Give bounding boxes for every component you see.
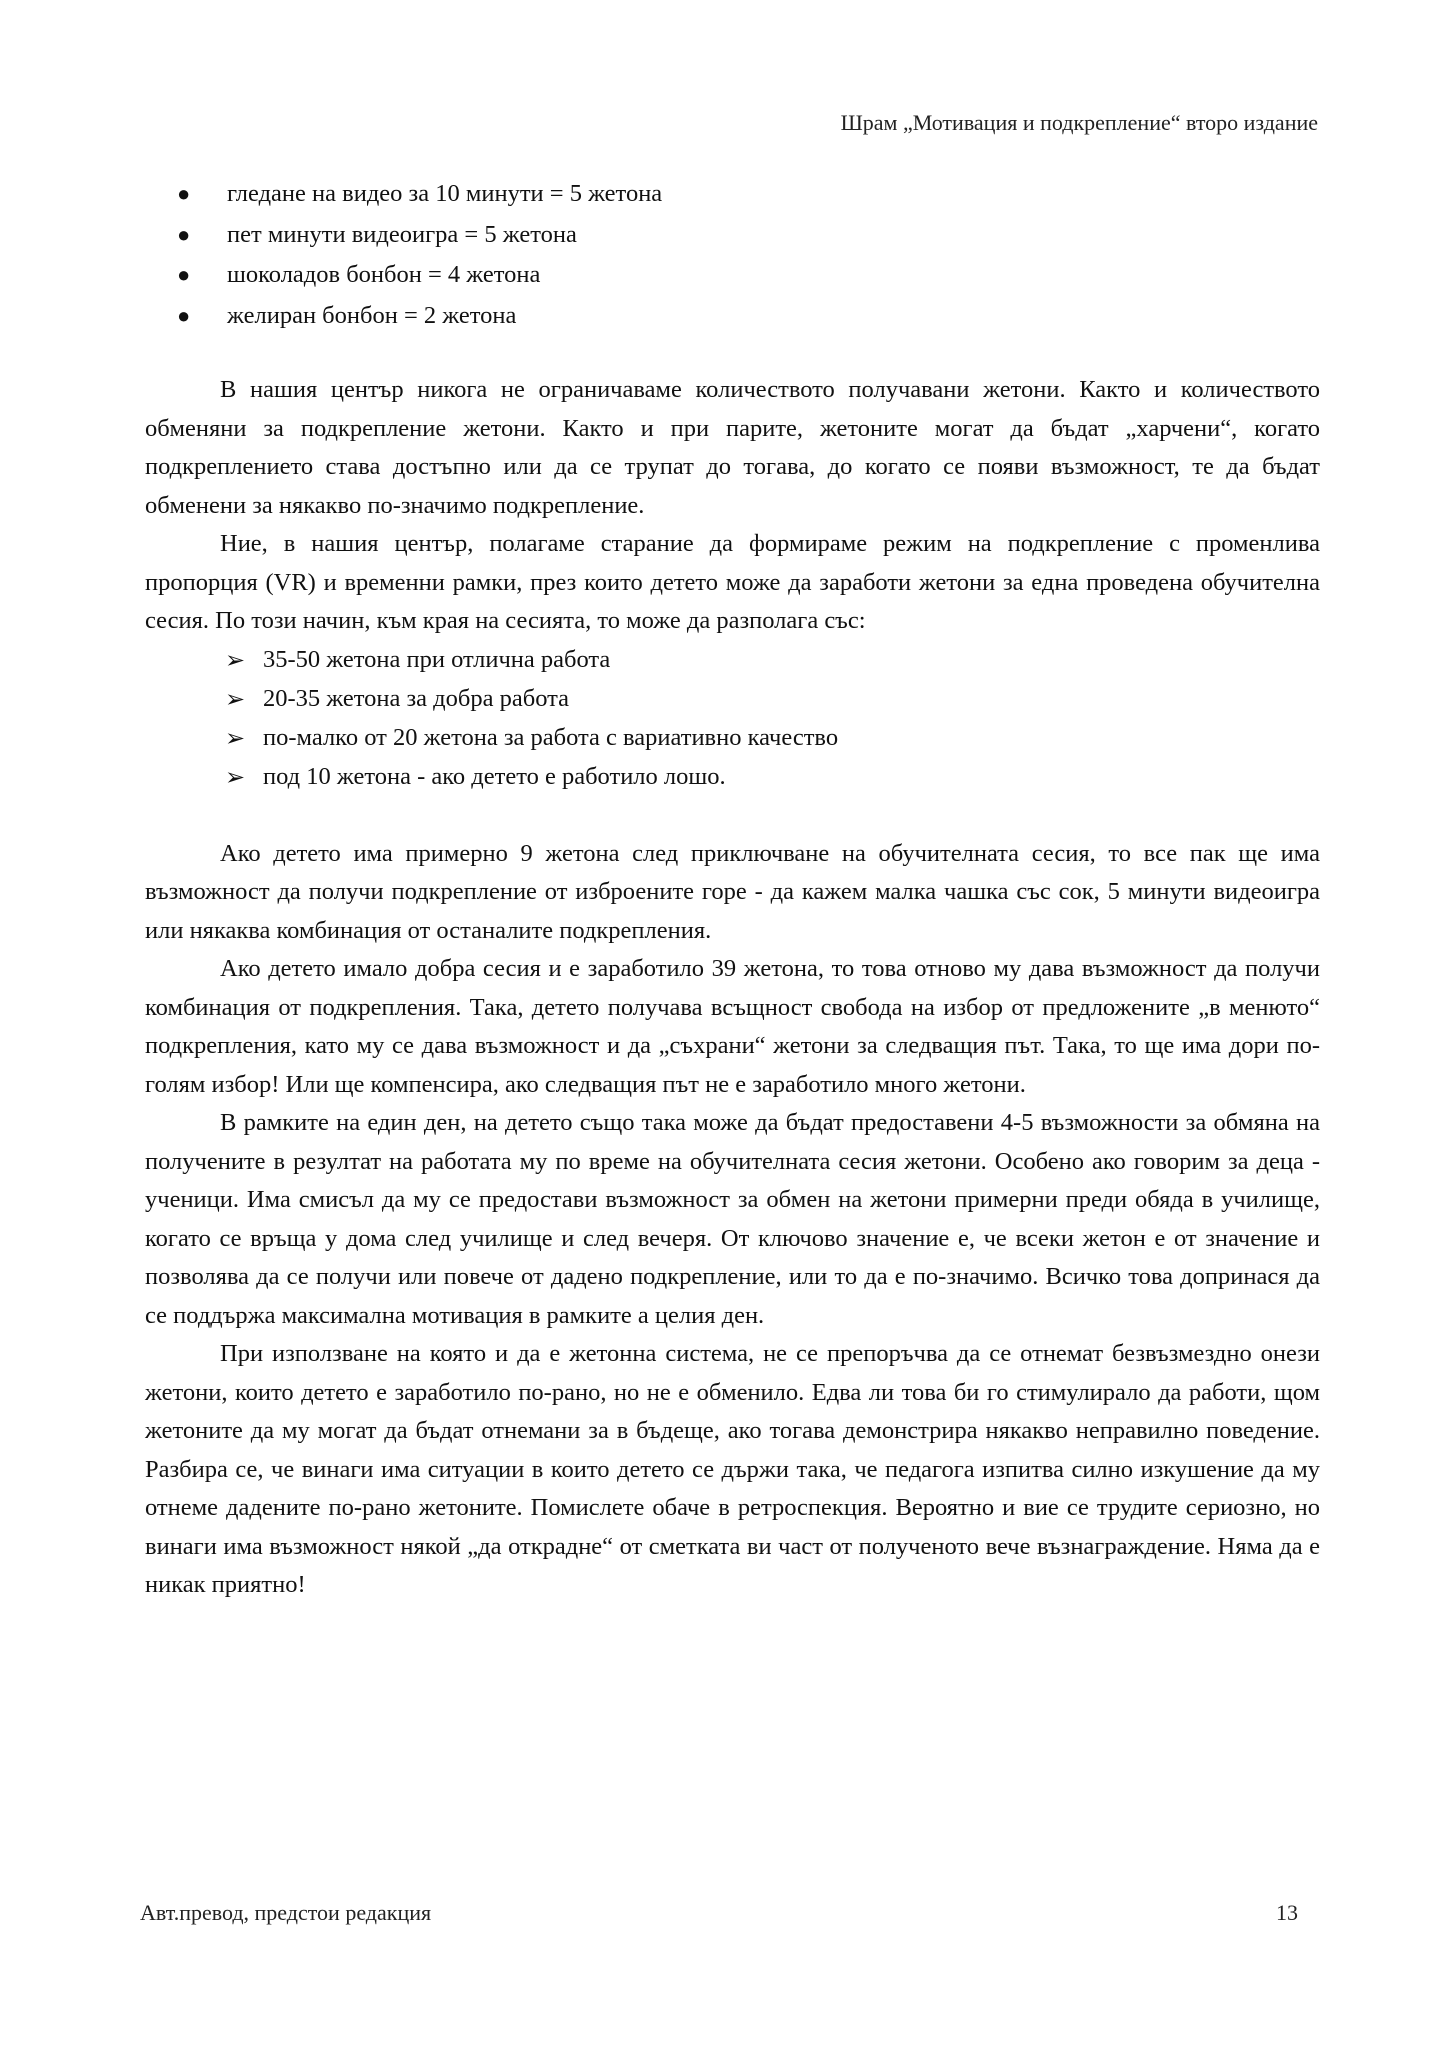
paragraph: В рамките на един ден, на детето също така може да бъдат предоставени 4-5 възможности за обмяна на получените в резултат на работата му по време на обучителната сесия жетони. Особено ако говорим за деца - ученици. Има смисъл да му се предостави възможност за обмен на жетони примерни преди обяда в училище, когато се връща у дома след училище и след вечеря. От ключово значение е, че всеки жетон е от значение и позволява да се получи или повече от дадено подкрепление, или то да е по-значимо. Всичко това допринася да се поддържа максимална мотивация в рамките а целия ден.: [145, 1109, 1320, 1329]
list-item: ● пет минути видеоигра = 5 жетона: [177, 216, 1320, 257]
arrow-bullet-icon: ➢: [225, 725, 246, 752]
arrow-bullet-icon: ➢: [225, 647, 246, 674]
list-item: ➢ 35-50 жетона при отлична работа: [225, 641, 1320, 680]
footer-note: Авт.превод, предстои редакция: [140, 1900, 432, 1925]
arrow-bullet-icon: ➢: [225, 764, 246, 791]
bullet-icon: ●: [177, 302, 191, 328]
page-number: 13: [1276, 1900, 1298, 1925]
list-item: ➢ по-малко от 20 жетона за работа с вариативно качество: [225, 719, 1320, 758]
arrow-bullet-icon: ➢: [225, 686, 246, 713]
reinforcer-price-list: [145, 175, 1320, 337]
paragraph: Ако детето имало добра сесия и е заработило 39 жетона, то това отново му дава възможност да получи комбинация от подкрепления. Така, детето получава всъщност свобода на избор от предложените „в менюто“ подкрепления, като му се дава възможност и да „съхрани“ жетони за следващия път. Така, то ще има дори по-голям избор! Или ще компенсира, ако следващия път не е заработило много жетони.: [145, 955, 1320, 1098]
paragraph: Ако детето има примерно 9 жетона след приключване на обучителната сесия, то все пак ще има възможност да получи подкрепление от изброените горе - да кажем малка чашка със сок, 5 минути видеоигра или някаква комбинация от останалите подкрепления.: [145, 839, 1320, 944]
paragraph: Ние, в нашия център, полагаме старание да формираме режим на подкрепление с променлива пропорция (VR) и временни рамки, през които детето може да заработи жетони за една проведена обучителна сесия. По този начин, към края на сесията, то може да разполага със:: [145, 530, 1320, 634]
bullet-icon: ●: [177, 181, 191, 206]
running-header: Шрам „Мотивация и подкрепление“ второ издание: [840, 110, 1318, 135]
bullet-icon: ●: [177, 221, 191, 247]
bullet-icon: ●: [177, 262, 191, 287]
list-item: ● желиран бонбон = 2 жетона: [177, 297, 1320, 338]
list-item: ● гледане на видео за 10 минути = 5 жетона: [177, 175, 1320, 216]
list-item: ➢ 20-35 жетона за добра работа: [225, 680, 1320, 719]
list-item: ➢ под 10 жетона - ако детето е работило лошо.: [225, 758, 1320, 797]
paragraph: В нашия център никога не ограничаваме количеството получавани жетони. Както и количеството обменяни за подкрепление жетони. Както и при парите, жетоните могат да бъдат „харчени“, когато подкреплението става достъпно или да се трупат до тогава, до когато се появи възможност, те да бъдат обменени за някакво по-значимо подкрепление.: [145, 376, 1320, 519]
token-ranges-list: [145, 641, 1320, 797]
page-body: [145, 175, 1320, 1605]
paragraph: При използване на която и да е жетонна система, не се препоръчва да се отнемат безвъзмездно онези жетони, които детето е заработило по-рано, но не е обменило. Едва ли това би го стимулирало да работи, щом жетоните да му могат да бъдат отнемани за в бъдеще, ако тогава демонстрира някакво неправилно поведение. Разбира се, че винаги има ситуации в които детето се държи така, че педагога изпитва силно изкушение да му отнеме дадените по-рано жетоните. Помислете обаче в ретроспекция. Вероятно и вие се трудите сериозно, но винаги има възможност някой „да открадне“ от сметката ви част от полученото вече възнаграждение. Няма да е никак приятно!: [145, 1340, 1320, 1598]
list-item: ● шоколадов бонбон = 4 жетона: [177, 256, 1320, 297]
